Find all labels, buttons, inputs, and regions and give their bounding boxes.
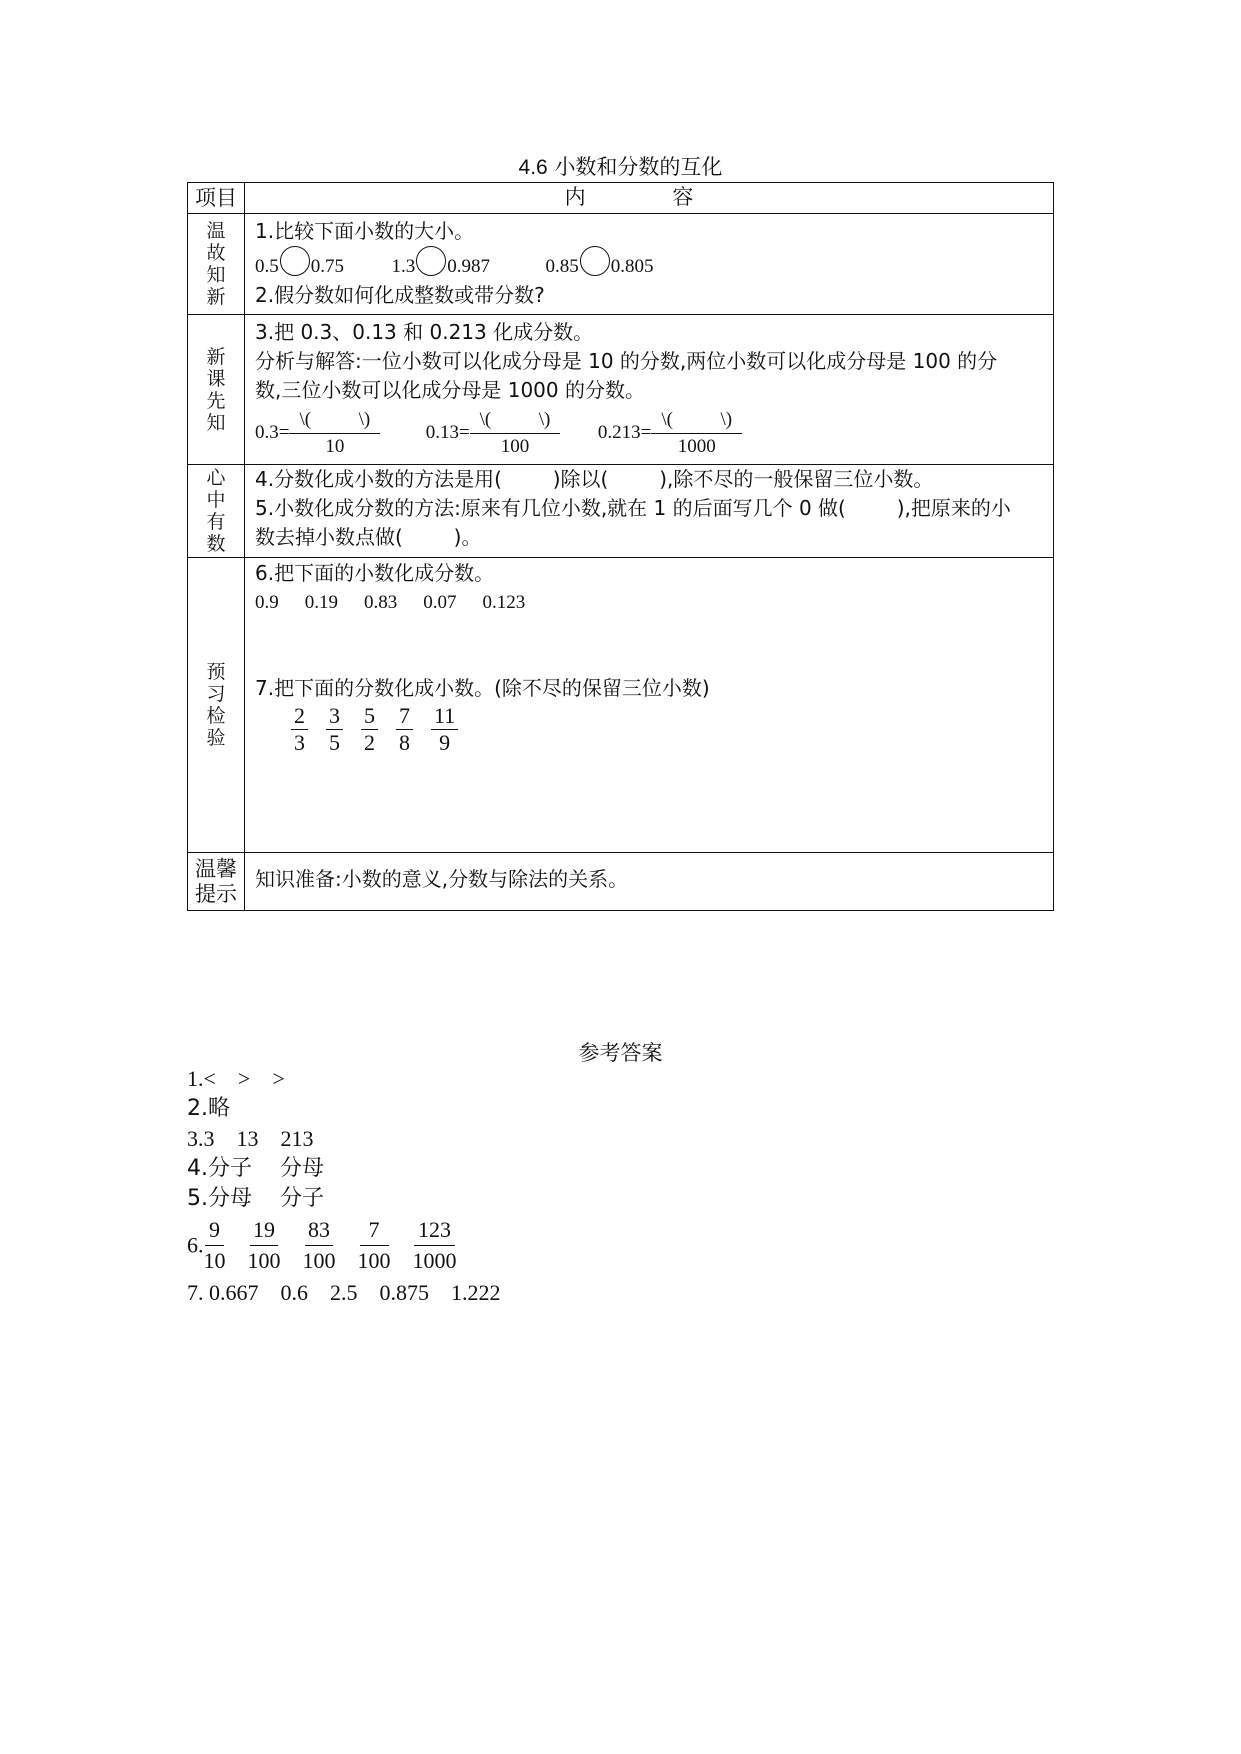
label-chars: 提示 [195,881,237,906]
question-1: 1.比较下面小数的大小。 [255,219,475,243]
label-char: 新 [206,345,226,368]
label-chars: 温馨 [195,856,237,881]
label-char: 预 [206,661,226,683]
answer-3: 3.3 13 213 [187,1126,314,1151]
blank-fraction[interactable]: $\frac{\backslash( \backslash)}{1000}$ [651,407,742,460]
answer-fraction: $\frac{123}{1000}$ [412,1217,457,1273]
fraction-lhs: 0.3= [255,421,290,443]
section-tip-content [245,853,1054,911]
answer-fraction: $\frac{7}{100}$ [357,1217,391,1273]
question-6: 6.把下面的小数化成分数。 [255,561,495,585]
label-char: 温 [206,220,226,242]
label-char: 知 [206,264,226,286]
blank-fraction[interactable]: $\frac{\backslash( \backslash)}{10}$ [289,407,380,460]
compare-circle[interactable] [280,246,310,276]
section-tip-row [188,853,1054,911]
label-char: 中 [206,489,226,511]
label-char: 故 [206,242,226,264]
section-preview-row [188,315,1054,465]
label-char: 验 [206,727,226,749]
tip-text: 知识准备:小数的意义,分数与除法的关系。 [255,867,629,891]
compare-left: 0.85 [545,256,579,277]
answer-5: 5.分母 分子 [187,1186,324,1211]
answer-fraction: $\frac{83}{100}$ [302,1217,336,1273]
question-5-line-2: 数去掉小数点做( )。 [255,525,482,549]
fraction-list [255,703,1047,756]
label-char: 有 [206,511,226,533]
section-check-label [188,558,245,853]
answer-2: 2.略 [187,1096,230,1121]
compare-left: 0.5 [255,256,279,277]
decimal-item: 0.9 [255,592,279,613]
answer-4: 4.分子 分母 [187,1156,324,1181]
label-char: 检 [206,705,226,727]
compare-right: 0.805 [610,256,654,277]
answer-6-prefix: 6. [187,1232,204,1258]
label-char: 知 [206,411,226,434]
section-method-content [245,465,1054,558]
compare-right: 0.75 [310,256,344,277]
section-check-content [245,558,1054,853]
fraction-item: $\frac{2}{3}$ [291,703,308,756]
question-5-line-1: 5.小数化成分数的方法:原来有几位小数,就在 1 的后面写几个 0 做( ),把原来的小 [255,496,1011,520]
analysis-line-2: 数,三位小数可以化成分母是 1000 的分数。 [255,378,645,402]
compare-left: 1.3 [391,256,416,277]
section-preview-content [245,315,1054,465]
analysis-line-1: 分析与解答:一位小数可以化成分母是 10 的分数,两位小数可以化成分母是 100 的分 [255,349,998,373]
decimal-item: 0.07 [423,592,457,613]
answer-7: 7. 0.667 0.6 2.5 0.875 1.222 [187,1280,501,1305]
fraction-item: $\frac{11}{9}$ [431,703,458,756]
worksheet-table [187,182,1054,911]
section-review-label [188,214,245,315]
decimal-item: 0.123 [482,592,526,613]
compare-pairs [255,246,1047,281]
fraction-lhs: 0.213= [597,421,652,443]
section-tip-label [188,853,245,911]
section-review-row [188,214,1054,315]
label-char: 心 [206,467,226,489]
section-method-row [188,465,1054,558]
section-method-label [188,465,245,558]
decimal-item: 0.19 [304,592,338,613]
fraction-item: $\frac{5}{2}$ [361,703,378,756]
label-char: 先 [206,389,226,412]
label-char: 新 [206,286,226,308]
decimal-item: 0.83 [364,592,398,613]
title-number: 4.6 [518,156,548,179]
label-char: 习 [206,683,226,705]
compare-right: 0.987 [447,256,490,277]
fraction-item: $\frac{7}{8}$ [396,703,413,756]
title-text: 小数和分数的互化 [554,155,723,179]
section-check-row [188,558,1054,853]
worksheet-title [0,151,1241,181]
compare-circle[interactable] [416,246,446,276]
fraction-item: $\frac{3}{5}$ [326,703,343,756]
answer-1: 1.< > > [187,1066,285,1091]
answer-fraction: $\frac{9}{10}$ [203,1217,226,1273]
answers-list [187,1064,501,1308]
compare-circle[interactable] [580,246,610,276]
label-char: 课 [206,367,226,390]
question-4: 4.分数化成小数的方法是用( )除以( ),除不尽的一般保留三位小数。 [255,467,934,491]
fraction-blanks [255,407,1047,460]
label-char: 数 [206,533,226,555]
question-7: 7.把下面的分数化成小数。(除不尽的保留三位小数) [255,676,710,700]
answer-fraction: $\frac{19}{100}$ [247,1217,281,1273]
decimal-list [255,588,1047,617]
section-review-content [245,214,1054,315]
answer-6 [187,1215,501,1275]
header-item: 项目 [188,183,245,214]
table-header-row [188,183,1054,214]
question-2: 2.假分数如何化成整数或带分数? [255,283,545,307]
section-preview-label [188,315,245,465]
header-content: 内 容 [245,183,1054,214]
answers-title: 参考答案 [578,1041,663,1065]
fraction-lhs: 0.13= [425,421,470,443]
blank-fraction[interactable]: $\frac{\backslash( \backslash)}{100}$ [470,407,561,460]
question-3: 3.把 0.3、0.13 和 0.213 化成分数。 [255,320,594,344]
